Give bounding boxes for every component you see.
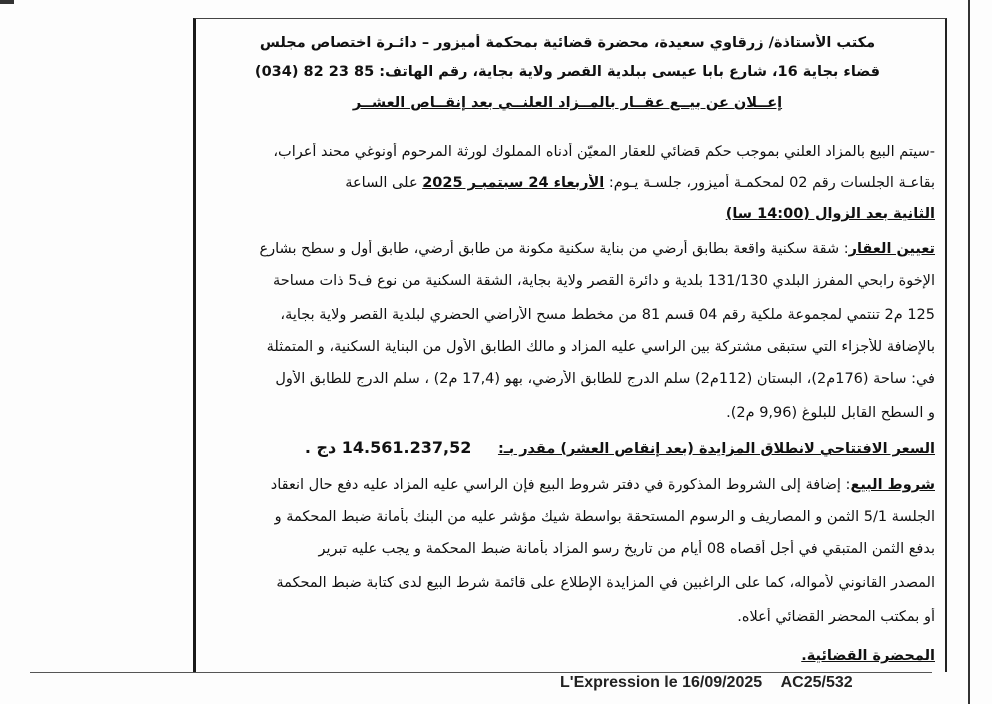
right-column-rule [968, 0, 970, 704]
price-amount: 14.561.237,52 دج . [304, 438, 472, 457]
property-line-4: بالإضافة للأجزاء التي ستبقى مشتركة بين الراسي عليه المزاد و مالك الطابق الأول من البناية السكنية، و المتمثلة [266, 339, 935, 355]
intro-line-2-prefix: بقاعـة الجلسات رقم 02 لمحكمـة أميزور، جلسـة يـوم: [608, 175, 935, 191]
notice-title: إعــلان عن بيــع عقــار بالمــزاد العلنــي بعد إنقــاص العشــر [352, 95, 783, 111]
reference-code: AC25/532 [780, 674, 853, 691]
conditions-line-1-text: : إضافة إلى الشروط المذكورة في دفتر شروط البيع فإن الراسي عليه المزاد عليه دفع حال انعقاد [270, 477, 851, 493]
property-line-1 [200, 240, 935, 259]
publication-date: L'Expression le 16/09/2025 [560, 674, 763, 691]
footer-publication [560, 674, 853, 692]
scan-corner-mark [0, 0, 14, 4]
intro-line-2-suffix: على الساعة [345, 175, 418, 191]
conditions-label: شروط البيع [850, 477, 935, 493]
header-line-1: مكتب الأستاذة/ زرقاوي سعيدة، محضرة قضائية بمحكمة أميزور – دائـرة اختصاص مجلس [259, 35, 876, 51]
intro-line-1: -سيتم البيع بالمزاد العلني بموجب حكم قضائي للعقار المعيّن أدناه المملوك لورثة المرحوم أونوغي محند أعراب، [273, 144, 935, 160]
property-line-2: الإخوة رابحي المفرز البلدي 131/130 بلدية و دائرة القصر ولاية بجاية، الشقة السكنية من نوع ف5 ذات مساحة [272, 273, 935, 289]
auction-date: الأربعاء 24 سبتمبـر 2025 [422, 175, 605, 191]
auction-time: الثانية بعد الزوال (14:00 سا) [725, 206, 935, 222]
price-label: السعر الافتتاحي لانطلاق المزايدة (بعد إنقاص العشر) مقدر بـ: [497, 441, 935, 457]
signature: المحضرة القضائية. [801, 648, 935, 664]
property-line-6: و السطح القابل للبلوغ (9,96 م2). [726, 405, 935, 421]
property-label: تعيين العقار [848, 241, 935, 257]
property-line-1-text: : شقة سكنية واقعة بطابق أرضي من بناية سكنية مكونة من طابق أرضي، طابق أول و سطح بشارع [259, 241, 849, 257]
price-line [200, 438, 935, 459]
conditions-line-4: المصدر القانوني لأمواله، كما على الراغبين في المزايدة الإطلاع على قائمة شرط البيع لدى كتابة ضبط المحكمة [276, 575, 935, 591]
footer-rule [30, 672, 932, 673]
property-line-3: 125 م2 تنتمي لمجموعة ملكية رقم 04 قسم 81 من مخطط مسح الأراضي الحضري لبلدية القصر ولاية بجاية، [280, 307, 935, 323]
conditions-line-2: الجلسة 5/1 الثمن و المصاريف و الرسوم المستحقة بواسطة شيك مؤشر عليه من البنك بأمانة ضبط المحكمة و [274, 509, 935, 525]
conditions-line-5: أو بمكتب المحضر القضائي أعلاه. [737, 609, 935, 625]
property-line-5: في: ساحة (176م2)، البستان (112م2) سلم الدرج للطابق الأرضي، بهو (17,4 م2) ، سلم الدرج للطابق الأول [275, 371, 935, 387]
conditions-line-3: بدفع الثمن المتبقي في أجل أقصاه 08 أيام من تاريخ رسو المزاد بأمانة ضبط المحكمة و يجب عليه تبرير [318, 541, 935, 557]
intro-line-2 [200, 174, 935, 193]
header-line-2: قضاء بجاية 16، شارع بابا عيسى ببلدية القصر ولاية بجاية، رقم الهاتف: 85 23 82 (034) [254, 64, 881, 80]
conditions-line-1 [200, 476, 935, 495]
